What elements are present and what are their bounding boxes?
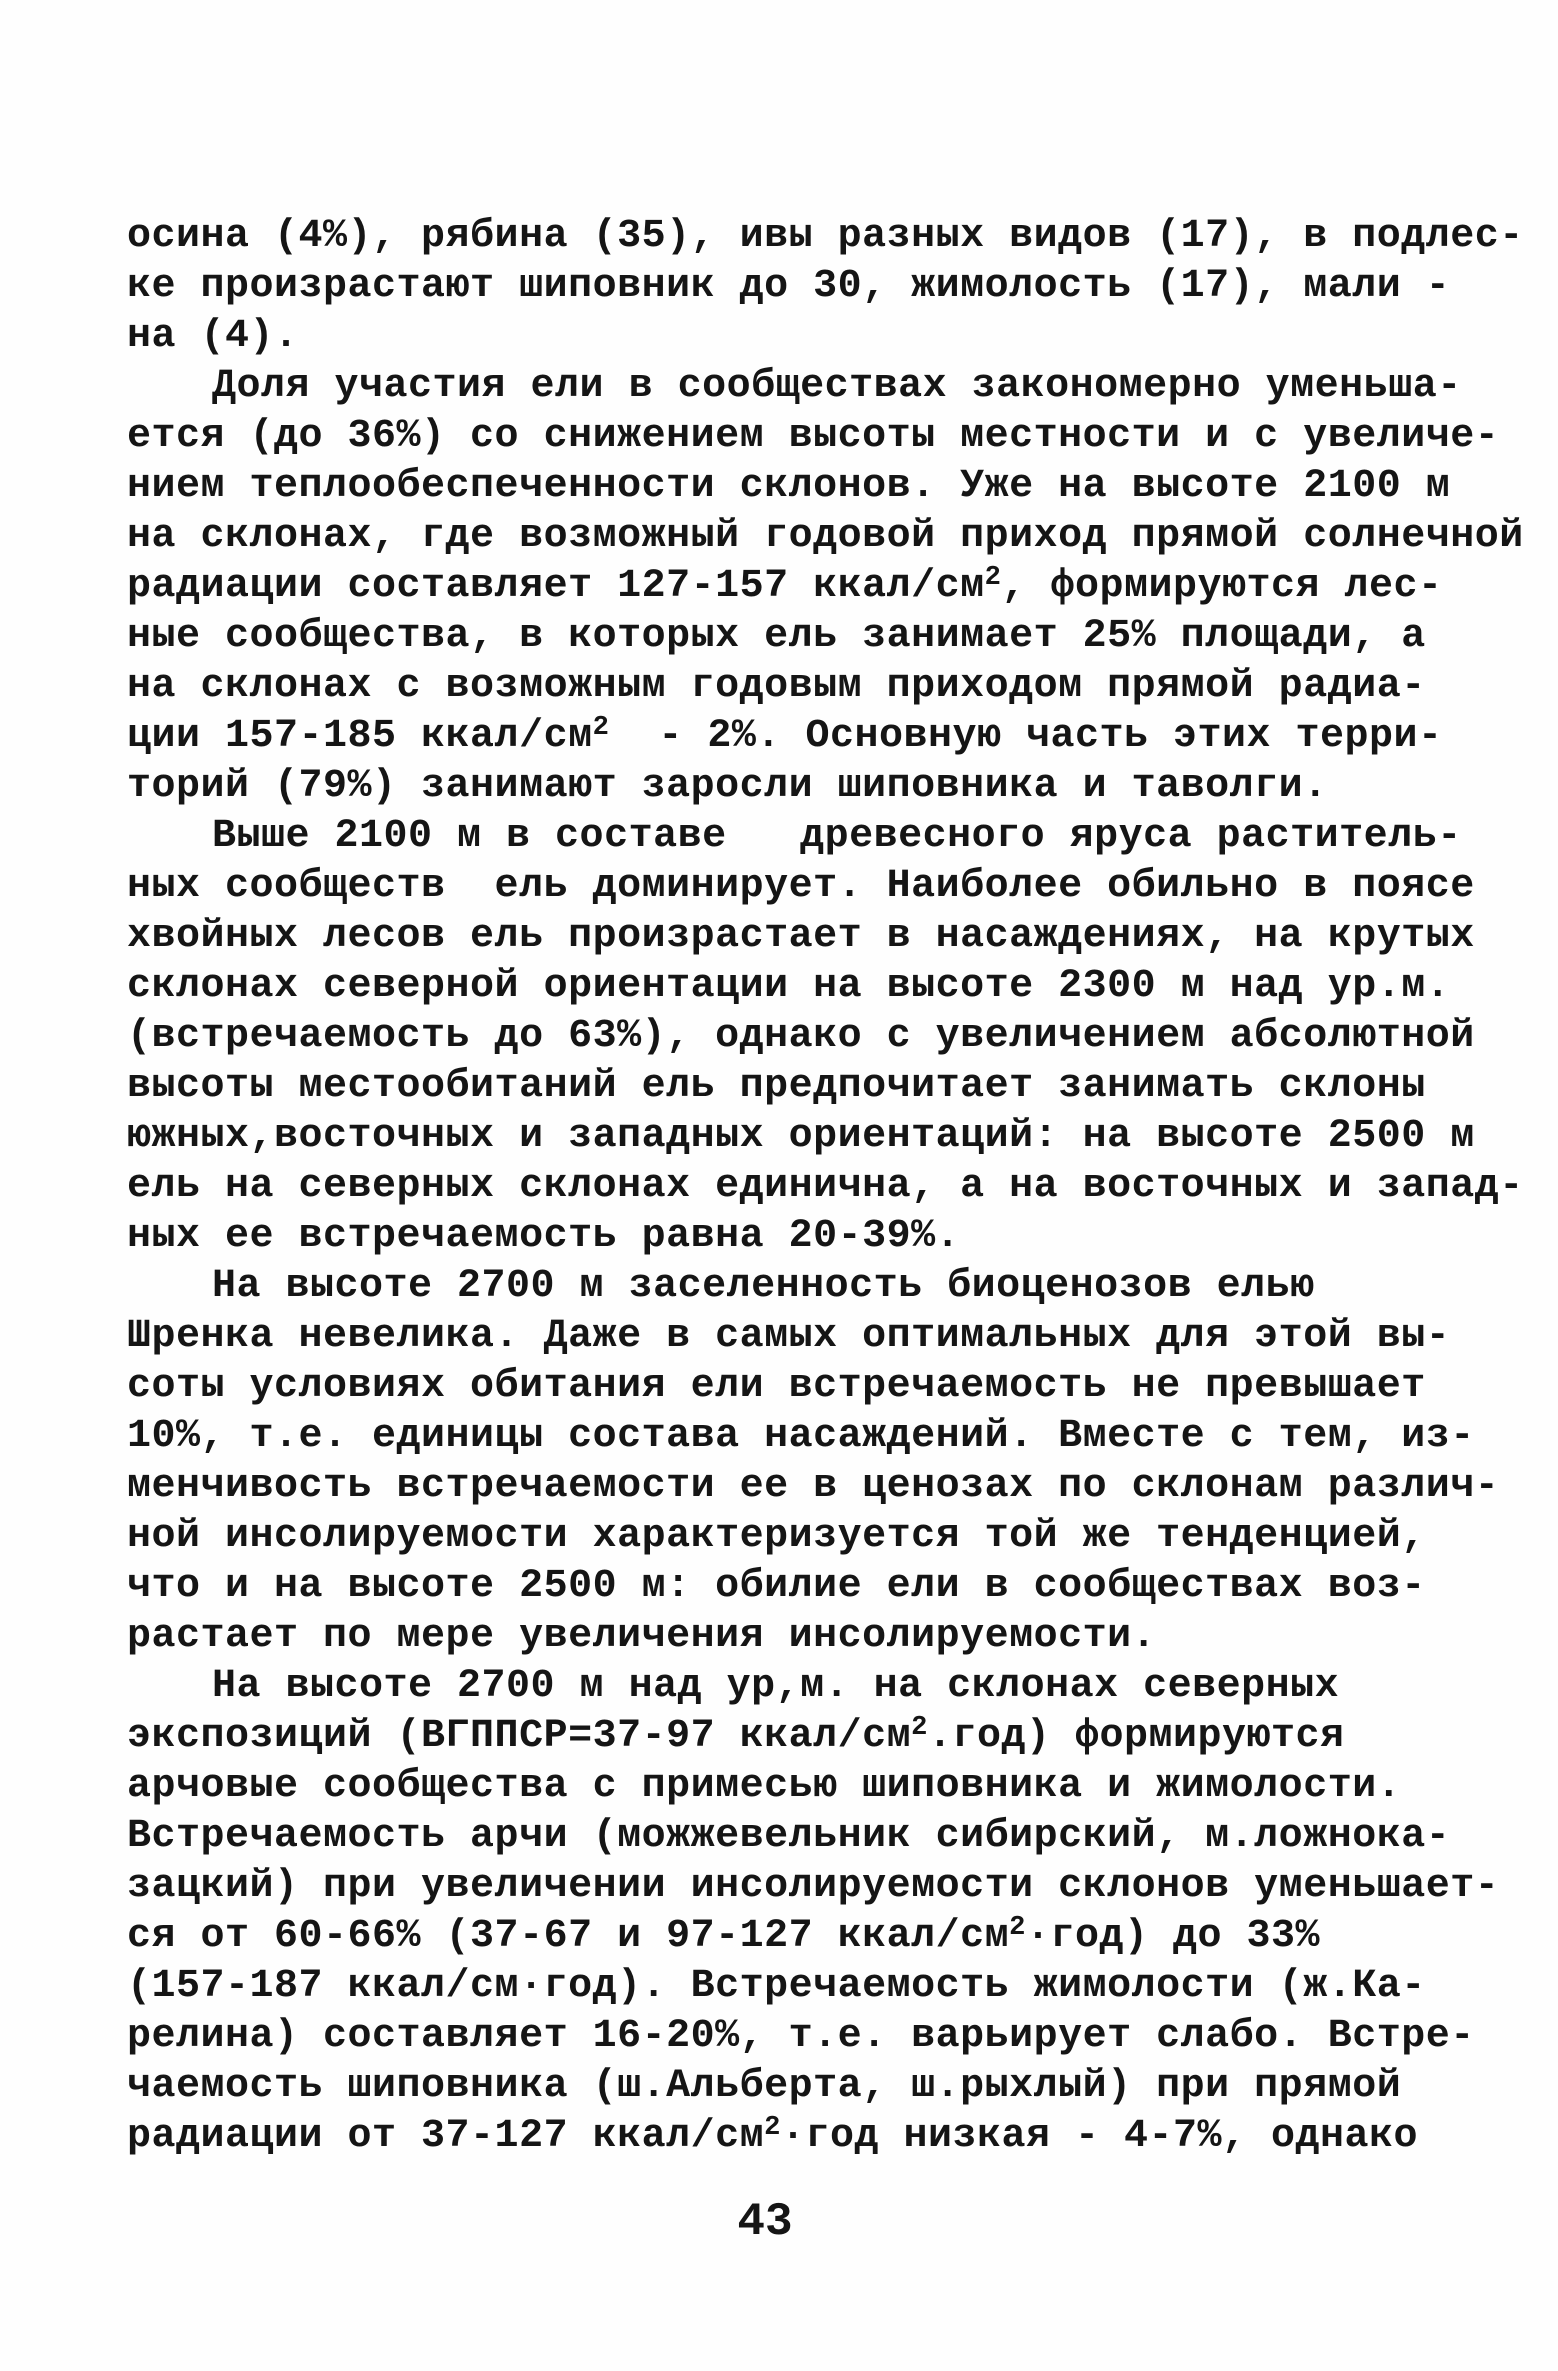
text-line: ной инсолируемости характеризуется той же тенденцией, bbox=[127, 1514, 1426, 1559]
page-number: 43 bbox=[737, 2196, 793, 2248]
text-line: ные сообщества, в которых ель занимает 25% площади, а bbox=[127, 614, 1426, 659]
text-line: ся от 60-66% (37-67 и 97-127 ккал/$см^2\cdot год$) до 33% bbox=[127, 1911, 1321, 1959]
text-line: зацкий) при увеличении инсолируемости склонов уменьшает- bbox=[127, 1864, 1500, 1909]
text-line: релина) составляет 16-20%, т.е. варьирует слабо. Встре- bbox=[127, 2014, 1475, 2059]
text-line: экспозиций (ВГППСР=37-97 ккал/$см^2.год$) формируются bbox=[127, 1711, 1345, 1759]
text-line: Шренка невелика. Даже в самых оптимальных для этой вы- bbox=[127, 1314, 1451, 1359]
text-line: хвойных лесов ель произрастает в насаждениях, на крутых bbox=[127, 914, 1475, 959]
text-line: (157-187 ккал/см·год). Встречаемость жимолости (ж.Ка- bbox=[127, 1964, 1426, 2009]
text-line: радиации составляет 127-157 ккал/$см^2$, формируются лес- bbox=[127, 561, 1443, 609]
text-line: радиации от 37-127 ккал/$см^2\cdot год$ низкая - 4-7%, однако bbox=[127, 2111, 1419, 2159]
text-line: Выше 2100 м в составе древесного яруса раститель- bbox=[212, 814, 1462, 859]
text-line: На высоте 2700 м заселенность биоценозов елью bbox=[212, 1264, 1315, 1309]
superscript: 2 bbox=[1009, 1911, 1026, 1943]
text-line: ке произрастают шиповник до 30, жимолость (17), мали - bbox=[127, 264, 1451, 309]
text-line: склонах северной ориентации на высоте 2300 м над ур.м. bbox=[127, 964, 1451, 1009]
text-line: что и на высоте 2500 м: обилие ели в сообществах воз- bbox=[127, 1564, 1426, 1609]
text-line: ных ее встречаемость равна 20-39%. bbox=[127, 1214, 961, 1259]
text-line: растает по мере увеличения инсолируемости. bbox=[127, 1614, 1157, 1659]
text-block bbox=[127, 212, 1527, 2162]
superscript: 2 bbox=[911, 1711, 928, 1743]
text-line: ется (до 36%) со снижением высоты местности и с увеличе- bbox=[127, 414, 1500, 459]
text-line: на склонах, где возможный годовой приход прямой солнечной bbox=[127, 514, 1524, 559]
text-line: на (4). bbox=[127, 314, 299, 359]
text-line: ных сообществ ель доминирует. Наиболее обильно в поясе bbox=[127, 864, 1475, 909]
superscript: 2 bbox=[984, 561, 1002, 593]
text-line: ель на северных склонах единична, а на восточных и запад- bbox=[127, 1164, 1524, 1209]
text-line: менчивость встречаемости ее в ценозах по склонам различ- bbox=[127, 1464, 1500, 1509]
text-line: Встречаемость арчи (можжевельник сибирский, м.ложнока- bbox=[127, 1814, 1451, 1859]
text-line: на склонах с возможным годовым приходом прямой радиа- bbox=[127, 664, 1426, 709]
text-line: чаемость шиповника (ш.Альберта, ш.рыхлый) при прямой bbox=[127, 2064, 1402, 2109]
text-line: 10%, т.е. единицы состава насаждений. Вместе с тем, из- bbox=[127, 1414, 1475, 1459]
superscript: 2 bbox=[592, 711, 610, 743]
text-line: ции 157-185 ккал/$см^2 - 2\%$. Основную часть этих терри- bbox=[127, 711, 1443, 759]
superscript: 2 bbox=[764, 2111, 781, 2143]
text-line: южных,восточных и западных ориентаций: на высоте 2500 м bbox=[127, 1114, 1475, 1159]
paragraph bbox=[127, 362, 1527, 812]
text-line: Доля участия ели в сообществах закономерно уменьша- bbox=[212, 364, 1462, 409]
paragraph bbox=[127, 212, 1527, 362]
text-line: осина (4%), рябина (35), ивы разных видов (17), в подлес- bbox=[127, 214, 1524, 259]
paragraph bbox=[127, 1262, 1527, 1662]
text-line: нием теплообеспеченности склонов. Уже на высоте 2100 м bbox=[127, 464, 1451, 509]
paragraph bbox=[127, 812, 1527, 1262]
text-line: высоты местообитаний ель предпочитает занимать склоны bbox=[127, 1064, 1426, 1109]
text-line: (встречаемость до 63%), однако с увеличением абсолютной bbox=[127, 1014, 1475, 1059]
paragraph bbox=[127, 1662, 1527, 2162]
text-line: На высоте 2700 м над ур,м. на склонах северных bbox=[212, 1664, 1340, 1709]
text-line: арчовые сообщества с примесью шиповника и жимолости. bbox=[127, 1764, 1402, 1809]
text-line: соты условиях обитания ели встречаемость не превышает bbox=[127, 1364, 1426, 1409]
text-line: торий (79%) занимают заросли шиповника и таволги. bbox=[127, 764, 1328, 809]
